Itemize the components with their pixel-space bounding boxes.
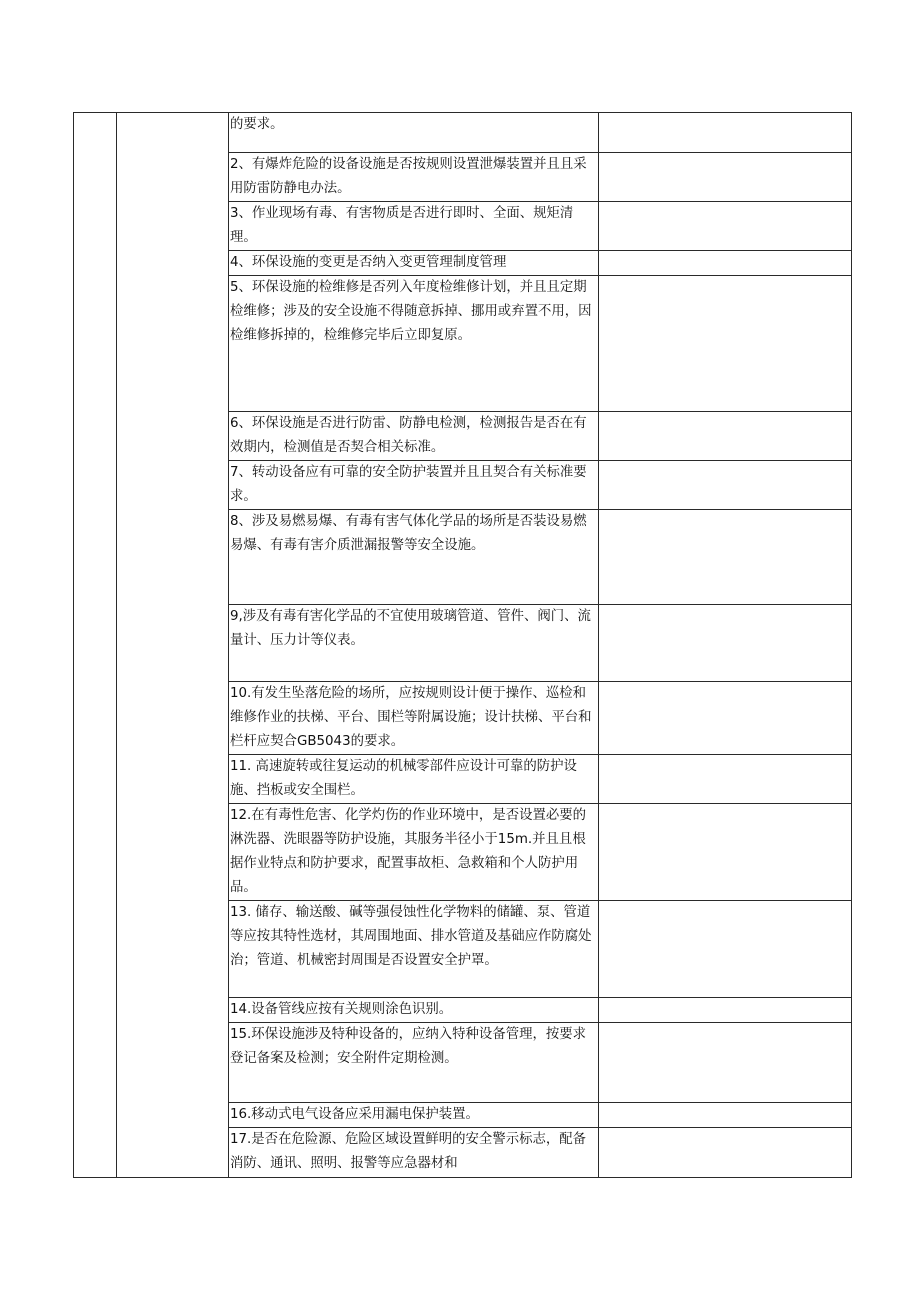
check-item-text: 13. 储存、输送酸、碱等强侵蚀性化学物料的储罐、泵、管道等应按其特性选材，其周围地面、排水管道及基础应作防腐处治；管道、机械密封周围是否设置安全护罩。 <box>229 901 599 998</box>
inspection-table <box>73 112 852 1178</box>
check-result-cell[interactable] <box>599 998 852 1023</box>
blank-category-cell <box>117 113 229 1178</box>
check-item-text: 17.是否在危险源、危险区域设置鲜明的安全警示标志，配备消防、通讯、照明、报警等应急器材和 <box>229 1128 599 1178</box>
check-item-text: 9,涉及有毒有害化学品的不宜使用玻璃管道、管件、阀门、流量计、压力计等仪表。 <box>229 605 599 682</box>
check-item-text: 3、作业现场有毒、有害物质是否进行即时、全面、规矩清理。 <box>229 202 599 251</box>
check-result-cell[interactable] <box>599 682 852 755</box>
check-item-text: 6、环保设施是否进行防雷、防静电检测，检测报告是否在有效期内，检测值是否契合相关标准。 <box>229 412 599 461</box>
check-result-cell[interactable] <box>599 276 852 412</box>
check-item-text: 11. 高速旋转或往复运动的机械零部件应设计可靠的防护设施、挡板或安全围栏。 <box>229 755 599 804</box>
check-result-cell[interactable] <box>599 1103 852 1128</box>
check-result-cell[interactable] <box>599 153 852 202</box>
check-result-cell[interactable] <box>599 755 852 804</box>
check-result-cell[interactable] <box>599 412 852 461</box>
check-item-text: 15.环保设施涉及特种设备的，应纳入特种设备管理，按要求登记备案及检测；安全附件定期检测。 <box>229 1023 599 1103</box>
check-item-text: 4、环保设施的变更是否纳入变更管理制度管理 <box>229 251 599 276</box>
check-item-text: 7、转动设备应有可靠的安全防护装置并且且契合有关标准要求。 <box>229 461 599 510</box>
check-result-cell[interactable] <box>599 461 852 510</box>
check-result-cell[interactable] <box>599 510 852 605</box>
check-result-cell[interactable] <box>599 113 852 153</box>
check-item-text: 14.设备管线应按有关规则涂色识别。 <box>229 998 599 1023</box>
check-item-text: 8、涉及易燃易爆、有毒有害气体化学品的场所是否装设易燃易爆、有毒有害介质泄漏报警等安全设施。 <box>229 510 599 605</box>
check-item-text: 12.在有毒性危害、化学灼伤的作业环境中，是否设置必要的淋洗器、洗眼器等防护设施，其服务半径小于15m.并且且根据作业特点和防护要求，配置事故柜、急救箱和个人防护用品。 <box>229 804 599 901</box>
table-body <box>74 113 852 1178</box>
check-result-cell[interactable] <box>599 605 852 682</box>
check-item-text: 5、环保设施的检维修是否列入年度检维修计划，并且且定期检维修；涉及的安全设施不得随意拆掉、挪用或弃置不用，因检维修拆掉的，检维修完毕后立即复原。 <box>229 276 599 412</box>
check-result-cell[interactable] <box>599 202 852 251</box>
check-item-text: 10.有发生坠落危险的场所，应按规则设计便于操作、巡检和维修作业的扶梯、平台、围栏等附属设施；设计扶梯、平台和栏杆应契合GB5043的要求。 <box>229 682 599 755</box>
check-result-cell[interactable] <box>599 901 852 998</box>
check-result-cell[interactable] <box>599 1128 852 1178</box>
check-item-text: 16.移动式电气设备应采用漏电保护装置。 <box>229 1103 599 1128</box>
check-result-cell[interactable] <box>599 804 852 901</box>
table-row <box>74 113 852 153</box>
blank-index-cell <box>74 113 117 1178</box>
check-result-cell[interactable] <box>599 251 852 276</box>
check-item-text: 2、有爆炸危险的设备设施是否按规则设置泄爆装置并且且采用防雷防静电办法。 <box>229 153 599 202</box>
check-item-text: 的要求。 <box>229 113 599 153</box>
check-result-cell[interactable] <box>599 1023 852 1103</box>
